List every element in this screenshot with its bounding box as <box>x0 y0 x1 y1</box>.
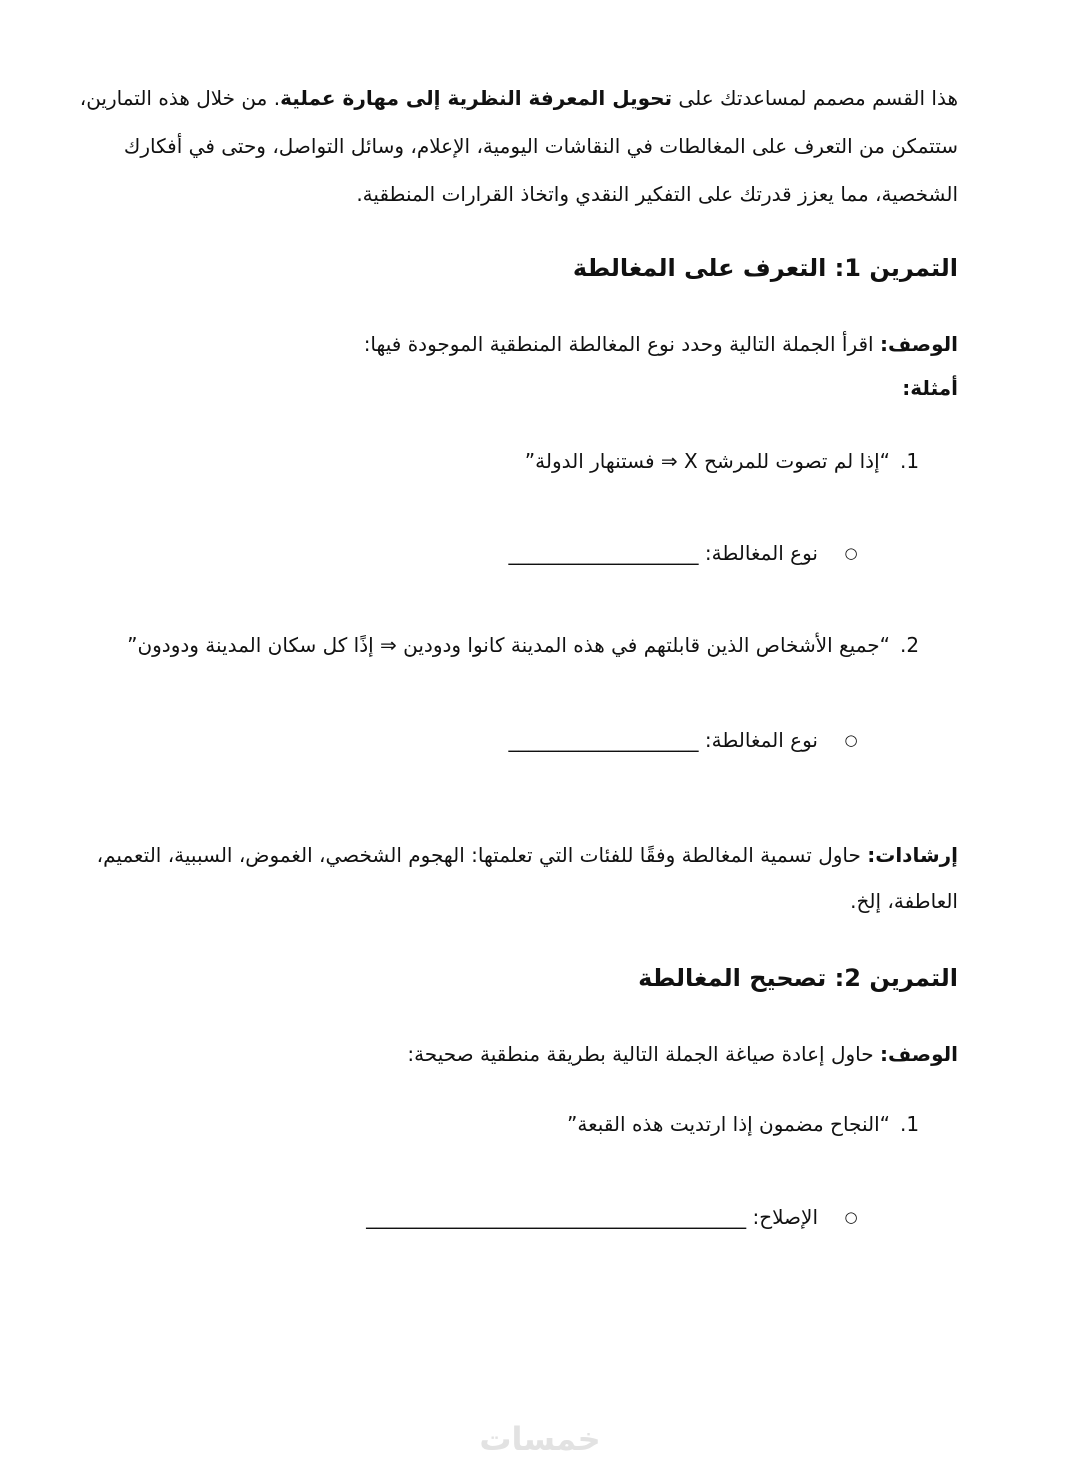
exercise2-desc-label: الوصف: <box>879 1042 958 1066</box>
list-number: 1. <box>900 1112 920 1136</box>
exercise2-description <box>60 1036 958 1072</box>
list-item <box>60 1106 930 1142</box>
list-item <box>60 627 930 663</box>
exercise1-description <box>60 326 958 362</box>
list-number: 2. <box>900 633 920 657</box>
guidance-paragraph <box>60 832 958 924</box>
fallacy-type-blank: نوع المغالطة: ___________________ <box>508 541 818 565</box>
guidance-text: حاول تسمية المغالطة وفقًا للفئات التي تعلمتها: الهجوم الشخصي، الغموض، السببية، التعميم، العاطفة، إلخ. <box>96 843 958 913</box>
list-number: 1. <box>900 449 920 473</box>
exercise2-desc-text: حاول إعادة صياغة الجملة التالية بطريقة منطقية صحيحة: <box>407 1042 880 1066</box>
correction-blank: الإصلاح: ______________________________________ <box>366 1205 818 1229</box>
example-sentence: “جميع الأشخاص الذين قابلتهم في هذه المدينة كانوا ودودين ⇒ إذًا كل سكان المدينة ودودون” <box>127 633 890 657</box>
example-sentence: “النجاح مضمون إذا ارتديت هذه القبعة” <box>567 1112 890 1136</box>
exercise1-desc-label: الوصف: <box>879 332 958 356</box>
intro-paragraph <box>60 74 958 218</box>
circle-bullet-icon: ○ <box>844 731 858 749</box>
example-sentence: “إذا لم تصوت للمرشح X ⇒ فستنهار الدولة” <box>524 449 890 473</box>
guidance-label: إرشادات: <box>867 843 958 867</box>
list-item <box>60 443 930 479</box>
fallacy-type-blank: نوع المغالطة: ___________________ <box>508 728 818 752</box>
answer-line <box>60 722 858 758</box>
exercise2-heading: التمرين 2: تصحيح المغالطة <box>638 964 958 992</box>
intro-bold-phrase: تحويل المعرفة النظرية إلى مهارة عملية <box>280 86 673 110</box>
intro-text-start: هذا القسم مصمم لمساعدتك على <box>672 86 958 110</box>
answer-line <box>60 535 858 571</box>
circle-bullet-icon: ○ <box>844 1208 858 1226</box>
intro-text-end: . من خلال هذه التمارين، ستتمكن من التعرف على المغالطات في النقاشات اليومية، الإعلام، وسائل التواصل، وحتى في أفكارك الشخصية، مما يعزز قدرتك على التفكير النقدي واتخاذ القرارات المنطقية. <box>79 86 958 206</box>
examples-label: أمثلة: <box>902 376 958 400</box>
exercise1-desc-text: اقرأ الجملة التالية وحدد نوع المغالطة المنطقية الموجودة فيها: <box>363 332 880 356</box>
watermark-logo: خمسات <box>479 1420 601 1458</box>
exercise1-heading: التمرين 1: التعرف على المغالطة <box>572 254 958 282</box>
answer-line <box>60 1199 858 1235</box>
circle-bullet-icon: ○ <box>844 544 858 562</box>
